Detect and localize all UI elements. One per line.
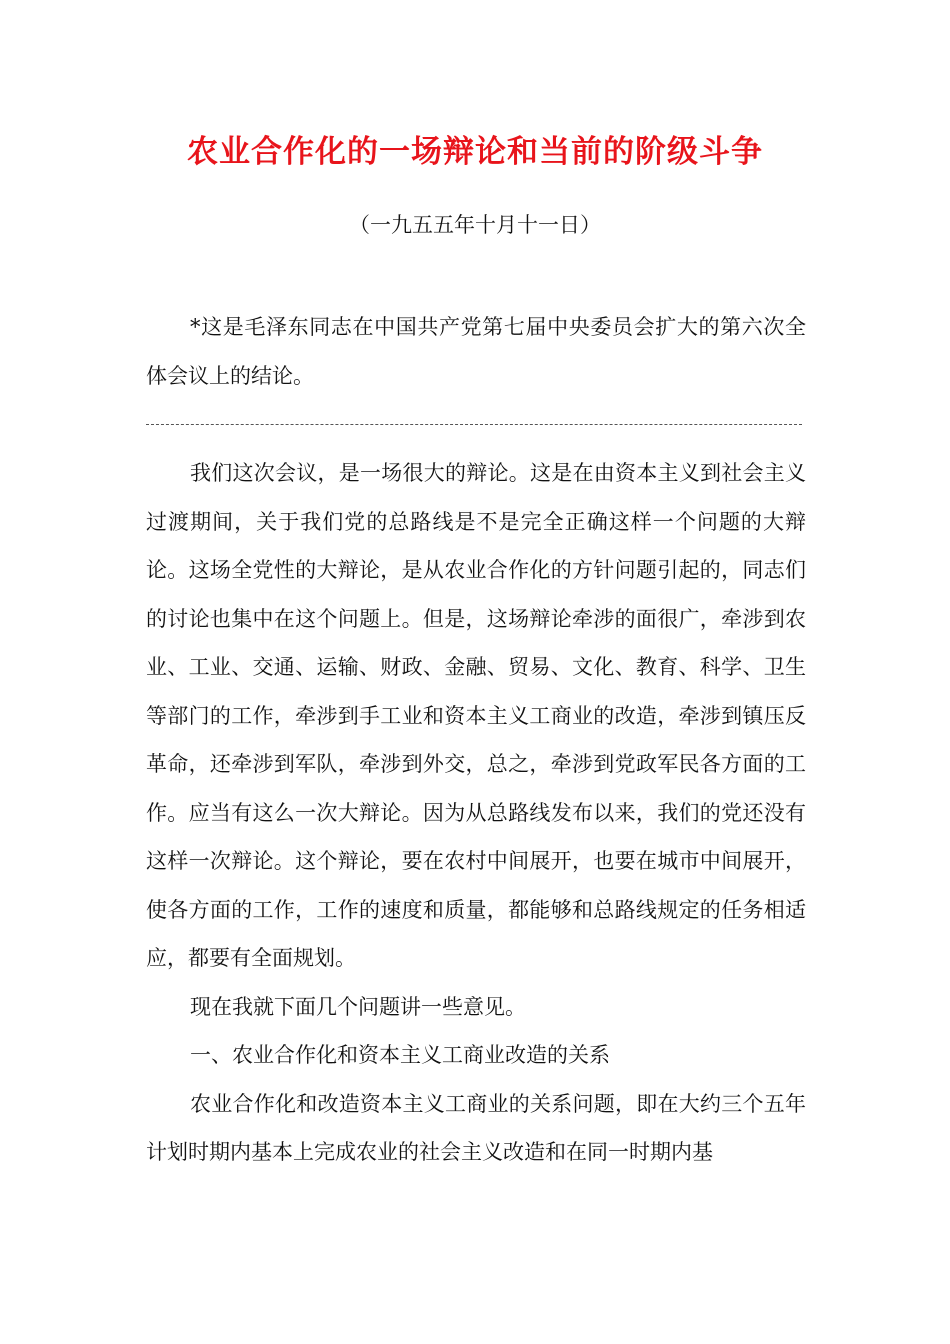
section-heading-1: 一、农业合作化和资本主义工商业改造的关系 bbox=[190, 1043, 610, 1067]
separator-line bbox=[146, 424, 802, 425]
paragraph-2: 现在我就下面几个问题讲一些意见。 bbox=[190, 994, 526, 1019]
footnote-block bbox=[146, 303, 806, 400]
footnote-text: *这是毛泽东同志在中国共产党第七届中央委员会扩大的第六次全体会议上的结论。 bbox=[146, 315, 806, 388]
document-title: 农业合作化的一场辩论和当前的阶级斗争 bbox=[187, 134, 763, 170]
main-text bbox=[146, 449, 806, 1177]
document-date: （一九五五年十月十一日） bbox=[349, 213, 601, 237]
paragraph-1: 我们这次会议，是一场很大的辩论。这是在由资本主义到社会主义过渡期间，关于我们党的总路线是不是完全正确这样一个问题的大辩论。这场全党性的大辩论，是从农业合作化的方针问题引起的，同志们的讨论也集中在这个问题上。但是，这场辩论牵涉的面很广，牵涉到农业、工业、交通、运输、财政、金融、贸易、文化、教育、科学、卫生等部门的工作，牵涉到手工业和资本主义工商业的改造，牵涉到镇压反革命，还牵涉到军队，牵涉到外交，总之，牵涉到党政军民各方面的工作。应当有这么一次大辩论。因为从总路线发布以来，我们的党还没有这样一次辩论。这个辩论，要在农村中间展开，也要在城市中间展开，使各方面的工作，工作的速度和质量，都能够和总路线规定的任务相适应，都要有全面规划。 bbox=[146, 461, 806, 970]
paragraph-3: 农业合作化和改造资本主义工商业的关系问题，即在大约三个五年计划时期内基本上完成农业的社会主义改造和在同一时期内基 bbox=[146, 1091, 806, 1164]
